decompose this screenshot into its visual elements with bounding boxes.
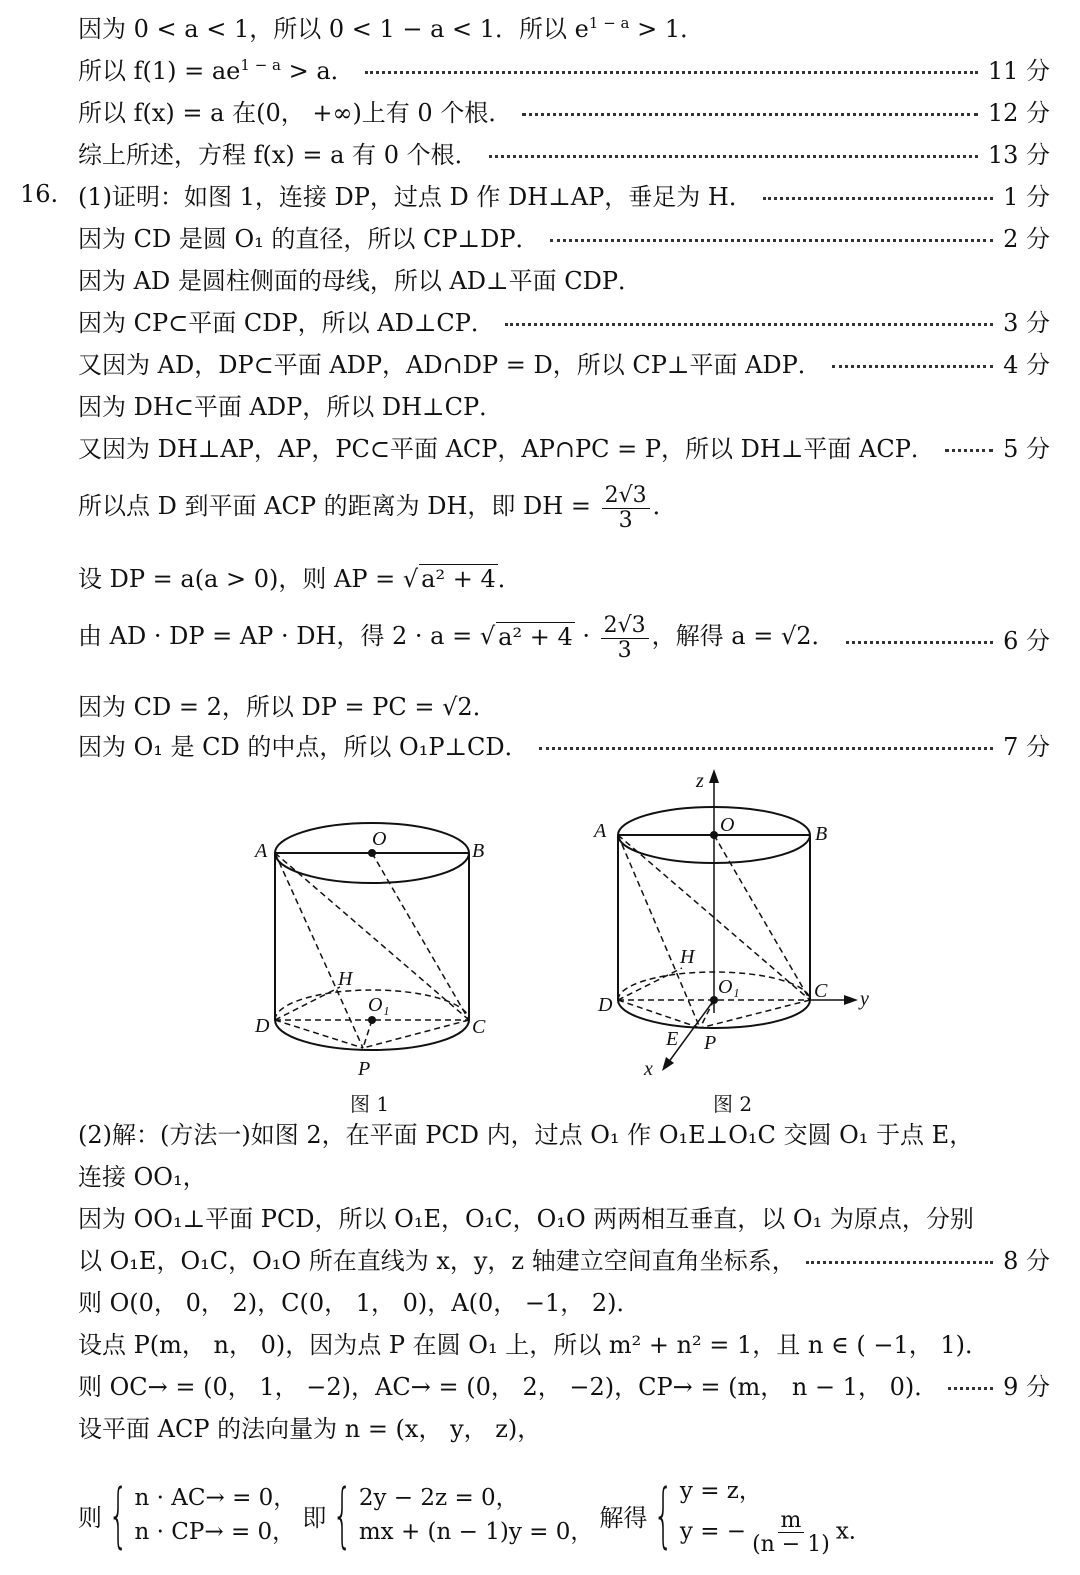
superscript: 1 − a: [240, 55, 281, 74]
figure-1-caption: 图 1: [350, 1092, 390, 1116]
text-line: [78, 384, 1050, 424]
line-main-text: 则 O(0， 0， 2)，C(0， 1， 0)，A(0， −1， 2)．: [78, 1288, 641, 1317]
line-text: [78, 687, 497, 722]
line-text: [78, 387, 503, 422]
line-after-text: > 1．: [629, 14, 705, 43]
text-line: [78, 132, 1050, 172]
label-H: H: [680, 946, 695, 968]
line-main-text: 则 OC→ = (0， 1， −2)，AC→ = (0， 2， −2)，CP→ = (m， n − 1， 0)．: [78, 1372, 939, 1401]
line-text: [78, 135, 479, 170]
label-A: A: [255, 840, 268, 862]
system-a: [135, 1481, 297, 1550]
line-main-text: 所以 f(x) = a 在(0， +∞)上有 0 个根．: [78, 98, 513, 127]
system-mid: 即: [302, 1503, 327, 1532]
label-x: x: [644, 1058, 653, 1080]
eq2-text: 设 DP = a(a > 0)，则 AP =: [78, 564, 403, 593]
score: 1 分: [1003, 182, 1050, 211]
text-line: [78, 426, 1050, 466]
line-text: [78, 429, 935, 464]
system-b2: mx + (n − 1)y = 0，: [358, 1519, 594, 1545]
text-line: [78, 1154, 1050, 1194]
score: 13 分: [987, 140, 1050, 169]
left-brace: {: [332, 1474, 353, 1556]
equation-system: [78, 1465, 1050, 1565]
line-text: [78, 1115, 973, 1150]
sqrt-radicand: a² + 4: [421, 564, 496, 593]
system-b1: 2y − 2z = 0，: [358, 1484, 519, 1511]
score: 9 分: [1003, 1372, 1050, 1401]
fraction: [749, 1509, 833, 1556]
ap-equation-line: 设 DP = a(a > 0)，则 AP = √ a² + 4．: [78, 564, 522, 593]
text-line: [78, 1238, 1050, 1278]
fraction: [601, 614, 649, 661]
label-z: z: [696, 770, 704, 792]
label-E: E: [666, 1028, 679, 1050]
system-c2: [680, 1509, 872, 1556]
line-main-text: (2)解：(方法一)如图 2，在平面 PCD 内，过点 O₁ 作 O₁E⊥O₁C 交圆 O₁ 于点 E，: [78, 1120, 974, 1149]
system-b: [359, 1481, 593, 1550]
eq3-text: 由 AD · DP = AP · DH，得 2 · a =: [78, 622, 480, 651]
line-main-text: 设平面 ACP 的法向量为 n = (x， y， z)，: [78, 1414, 542, 1443]
text-line: [20, 174, 1050, 214]
fraction-denominator: 3: [618, 507, 633, 533]
line-main-text: 因为 0 < a < 1，所以 0 < 1 − a < 1．所以 e: [78, 14, 589, 43]
score: 7 分: [1003, 732, 1050, 761]
line-main-text: 又因为 DH⊥AP，AP，PC⊂平面 ACP，AP∩PC = P，所以 DH⊥平面 ACP．: [78, 434, 935, 463]
line-main-text: 综上所述，方程 f(x) = a 有 0 个根．: [78, 140, 479, 169]
leader-dots: [948, 1387, 993, 1390]
text-line: [78, 1364, 1050, 1404]
leader-dots: [806, 1261, 993, 1264]
superscript: 1 − a: [588, 13, 630, 32]
label-O: O: [720, 814, 735, 836]
label-H: H: [338, 968, 353, 990]
label-C: C: [814, 980, 828, 1002]
system-a1: n · AC→ = 0，: [134, 1484, 297, 1511]
score: 11 分: [987, 56, 1050, 85]
eq1-text: 所以点 D 到平面 ACP 的距离为 DH，即 DH =: [78, 492, 599, 521]
score: 5 分: [1003, 434, 1050, 463]
leader-dots: [945, 449, 993, 452]
leader-dots: [505, 323, 993, 326]
line-main-text: 因为 DH⊂平面 ADP，所以 DH⊥CP．: [78, 392, 504, 421]
score: 2 分: [1003, 224, 1050, 253]
fraction-denominator: 3: [617, 637, 632, 663]
line-main-text: 因为 AD 是圆柱侧面的母线，所以 AD⊥平面 CDP．: [78, 266, 642, 295]
line-text: [78, 1409, 541, 1444]
system-post: 解得: [599, 1503, 648, 1532]
line-text: [78, 1367, 938, 1402]
line-main-text: 因为 O₁ 是 CD 的中点，所以 O₁P⊥CD．: [78, 732, 529, 761]
line-text: [78, 345, 822, 380]
line-main-text: 连接 OO₁，: [78, 1162, 207, 1191]
text-line: [78, 724, 1050, 764]
label-B: B: [472, 840, 485, 862]
leader-dots: [763, 197, 993, 200]
leader-dots: [539, 747, 993, 750]
text-line: [78, 1406, 1050, 1446]
line-main-text: 因为 CD 是圆 O₁ 的直径，所以 CP⊥DP．: [78, 224, 540, 253]
fraction: [602, 484, 650, 531]
label-O: O: [372, 828, 387, 850]
label-y: y: [860, 988, 869, 1010]
text-line: [78, 90, 1050, 130]
text-line: [78, 1322, 1050, 1362]
system-c1: y = z，: [679, 1478, 762, 1505]
line-main-text: 所以 f(1) = ae: [78, 56, 241, 85]
line-text: [78, 93, 512, 128]
text-line: [78, 258, 1050, 298]
line-text: [78, 219, 540, 254]
text-line: [78, 1112, 1050, 1152]
leader-dots: [550, 239, 994, 242]
figure-2-cylinder: [590, 765, 880, 1085]
text-line: [78, 1196, 1050, 1236]
line-main-text: 因为 OO₁⊥平面 PCD，所以 O₁E，O₁C，O₁O 两两相互垂直，以 O₁ 为原点，分别: [78, 1204, 974, 1233]
system-c2-pre: y = −: [679, 1518, 747, 1545]
line-text: [78, 1241, 796, 1276]
leader-dots: [489, 155, 978, 158]
eq3-after: ，解得 a = √2．: [651, 622, 836, 651]
score: 3 分: [1003, 308, 1050, 337]
score: 6 分: [1003, 626, 1050, 655]
text-line: [78, 342, 1050, 382]
label-A: A: [594, 820, 607, 842]
figure-1-cylinder: [250, 815, 500, 1085]
fraction-numerator: 2√3: [601, 614, 649, 638]
fraction-numerator: m: [778, 1509, 805, 1533]
line-text: [78, 9, 704, 44]
line-text: [78, 303, 495, 338]
leader-dots: [365, 71, 978, 74]
label-O1: O₁: [368, 994, 390, 1016]
line-text: [78, 1157, 207, 1192]
solve-a-line: 由 AD · DP = AP · DH，得 2 · a = √ a² + 4 · $\frac{2√3}{3}$ ，解得 a = √2． 6 分: [78, 613, 1050, 663]
label-D: D: [598, 994, 613, 1016]
label-B: B: [815, 823, 828, 845]
system-c2-post: x．: [835, 1518, 872, 1545]
line-text: [78, 727, 529, 762]
line-text: [78, 51, 355, 86]
line-text: [78, 1325, 989, 1360]
eq1-after: ．: [652, 492, 677, 521]
line-main-text: 设点 P(m， n， 0)，因为点 P 在圆 O₁ 上，所以 m² + n² = 1，且 n ∈ ( −1， 1)．: [78, 1330, 990, 1359]
text-line: [78, 300, 1050, 340]
left-brace: {: [108, 1474, 129, 1556]
line-text: [78, 177, 753, 212]
line-text: [78, 261, 642, 296]
line-after-text: > a．: [280, 56, 355, 85]
fraction-denominator: (n − 1): [752, 1531, 830, 1557]
line-main-text: (1)证明：如图 1，连接 DP，过点 D 作 DH⊥AP，垂足为 H．: [78, 182, 753, 211]
score: 4 分: [1003, 350, 1050, 379]
leader-dots: [846, 641, 994, 644]
system-pre: 则: [78, 1503, 102, 1532]
score: 8 分: [1003, 1246, 1050, 1275]
line-main-text: 因为 CP⊂平面 CDP，所以 AD⊥CP．: [78, 308, 495, 337]
eq3-mid: ·: [574, 622, 598, 651]
label-P: P: [358, 1058, 371, 1080]
sqrt-radicand: a² + 4: [498, 622, 573, 651]
label-C: C: [472, 1016, 486, 1038]
text-line: [78, 1280, 1050, 1320]
system-a2: n · CP→ = 0，: [134, 1519, 296, 1545]
line-text: [78, 1283, 641, 1318]
leader-dots: [832, 365, 993, 368]
question-number: 16.: [20, 180, 59, 208]
label-D: D: [255, 1015, 270, 1037]
text-line: [78, 684, 1050, 724]
label-P: P: [704, 1032, 717, 1054]
system-c: [680, 1474, 872, 1556]
text-line: [78, 6, 1050, 46]
leader-dots: [522, 113, 977, 116]
distance-equation-line: [78, 483, 1050, 533]
eq2-after: ．: [497, 564, 522, 593]
text-line: [78, 48, 1050, 88]
line-text: [78, 1199, 974, 1234]
fraction-numerator: 2√3: [602, 484, 650, 508]
text-line: [78, 216, 1050, 256]
left-brace: {: [653, 1474, 674, 1556]
score: 12 分: [987, 98, 1050, 127]
figure-2-caption: 图 2: [713, 1092, 753, 1116]
line-main-text: 因为 CD = 2，所以 DP = PC = √2．: [78, 692, 497, 721]
line-main-text: 以 O₁E，O₁C，O₁O 所在直线为 x，y，z 轴建立空间直角坐标系，: [78, 1246, 796, 1275]
label-O1: O₁: [718, 976, 740, 998]
line-main-text: 又因为 AD，DP⊂平面 ADP，AD∩DP = D，所以 CP⊥平面 ADP．: [78, 350, 822, 379]
